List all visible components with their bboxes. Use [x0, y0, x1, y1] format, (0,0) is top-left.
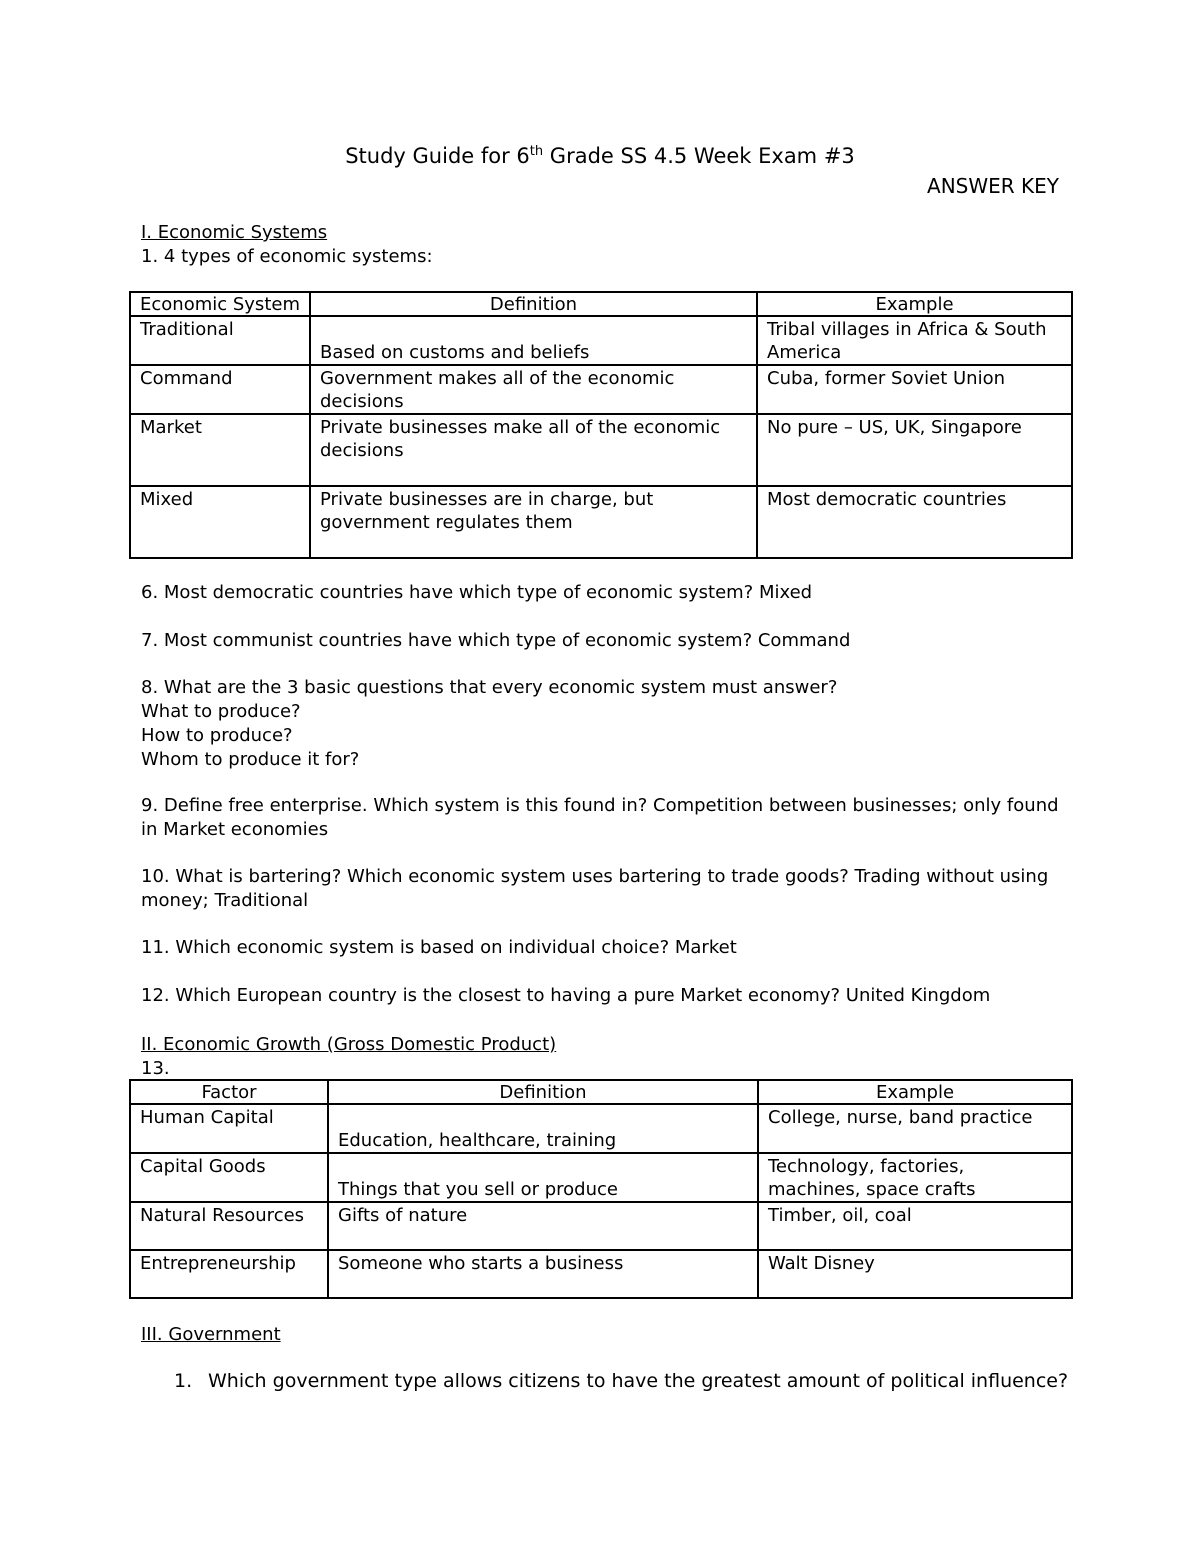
system-cell: Mixed [130, 486, 310, 558]
column-header: Economic System [130, 292, 310, 316]
question-7: 7. Most communist countries have which type of economic system? Command [141, 630, 851, 651]
page-title: Study Guide for 6th Grade SS 4.5 Week Exam #3 [345, 144, 855, 168]
definition-cell: Gifts of nature [328, 1202, 758, 1250]
example-cell: Tribal villages in Africa & South America [757, 316, 1072, 365]
question-1-intro: 1. 4 types of economic systems: [141, 246, 433, 267]
table-row [130, 486, 1072, 558]
system-cell: Command [130, 365, 310, 414]
factor-cell: Human Capital [130, 1104, 328, 1153]
table-row [130, 1250, 1072, 1298]
question-6: 6. Most democratic countries have which type of economic system? Mixed [141, 582, 813, 603]
section-heading-economic-systems: I. Economic Systems [141, 222, 328, 243]
section-heading-government: III. Government [141, 1324, 281, 1345]
column-header: Example [758, 1080, 1072, 1104]
table-header-row [130, 1080, 1072, 1104]
definition-cell: Private businesses are in charge, but government regulates them [310, 486, 757, 558]
definition-cell: Based on customs and beliefs [310, 316, 757, 365]
factor-cell: Natural Resources [130, 1202, 328, 1250]
column-header: Definition [310, 292, 757, 316]
example-cell: Technology, factories, machines, space crafts [758, 1153, 1072, 1202]
definition-cell: Someone who starts a business [328, 1250, 758, 1298]
example-cell: Most democratic countries [757, 486, 1072, 558]
table-row [130, 1202, 1072, 1250]
government-question-text: Which government type allows citizens to have the greatest amount of political influence? [208, 1370, 1069, 1392]
answer-8b: How to produce? [141, 725, 293, 746]
answer-key-label: ANSWER KEY [927, 174, 1059, 198]
list-item [141, 1370, 1068, 1392]
table-row [130, 316, 1072, 365]
item-number: 1. [174, 1370, 193, 1392]
question-8: 8. What are the 3 basic questions that every economic system must answer? [141, 677, 838, 698]
table-row [130, 365, 1072, 414]
example-cell: No pure – US, UK, Singapore [757, 414, 1072, 486]
question-13-number: 13. [141, 1058, 170, 1079]
table-header-row [130, 292, 1072, 316]
factor-cell: Entrepreneurship [130, 1250, 328, 1298]
definition-cell: Things that you sell or produce [328, 1153, 758, 1202]
column-header: Factor [130, 1080, 328, 1104]
factors-table [129, 1079, 1073, 1299]
economic-systems-table [129, 291, 1073, 559]
question-9: 9. Define free enterprise. Which system is this found in? Competition between businesses; only found in Market economies [141, 795, 1059, 840]
example-cell: Timber, oil, coal [758, 1202, 1072, 1250]
definition-cell: Private businesses make all of the economic decisions [310, 414, 757, 486]
question-12: 12. Which European country is the closest to having a pure Market economy? United Kingdom [141, 985, 991, 1006]
table-row [130, 414, 1072, 486]
definition-cell: Government makes all of the economic decisions [310, 365, 757, 414]
example-cell: Cuba, former Soviet Union [757, 365, 1072, 414]
column-header: Definition [328, 1080, 758, 1104]
government-questions-list [141, 1370, 1068, 1392]
table-row [130, 1104, 1072, 1153]
answer-8a: What to produce? [141, 701, 301, 722]
definition-cell: Education, healthcare, training [328, 1104, 758, 1153]
example-cell: College, nurse, band practice [758, 1104, 1072, 1153]
column-header: Example [757, 292, 1072, 316]
system-cell: Market [130, 414, 310, 486]
section-heading-economic-growth: II. Economic Growth (Gross Domestic Product) [141, 1034, 557, 1055]
example-cell: Walt Disney [758, 1250, 1072, 1298]
factor-cell: Capital Goods [130, 1153, 328, 1202]
answer-8c: Whom to produce it for? [141, 749, 360, 770]
table-row [130, 1153, 1072, 1202]
question-10: 10. What is bartering? Which economic system uses bartering to trade goods? Trading without using money; Traditional [141, 866, 1049, 911]
system-cell: Traditional [130, 316, 310, 365]
question-11: 11. Which economic system is based on individual choice? Market [141, 937, 737, 958]
